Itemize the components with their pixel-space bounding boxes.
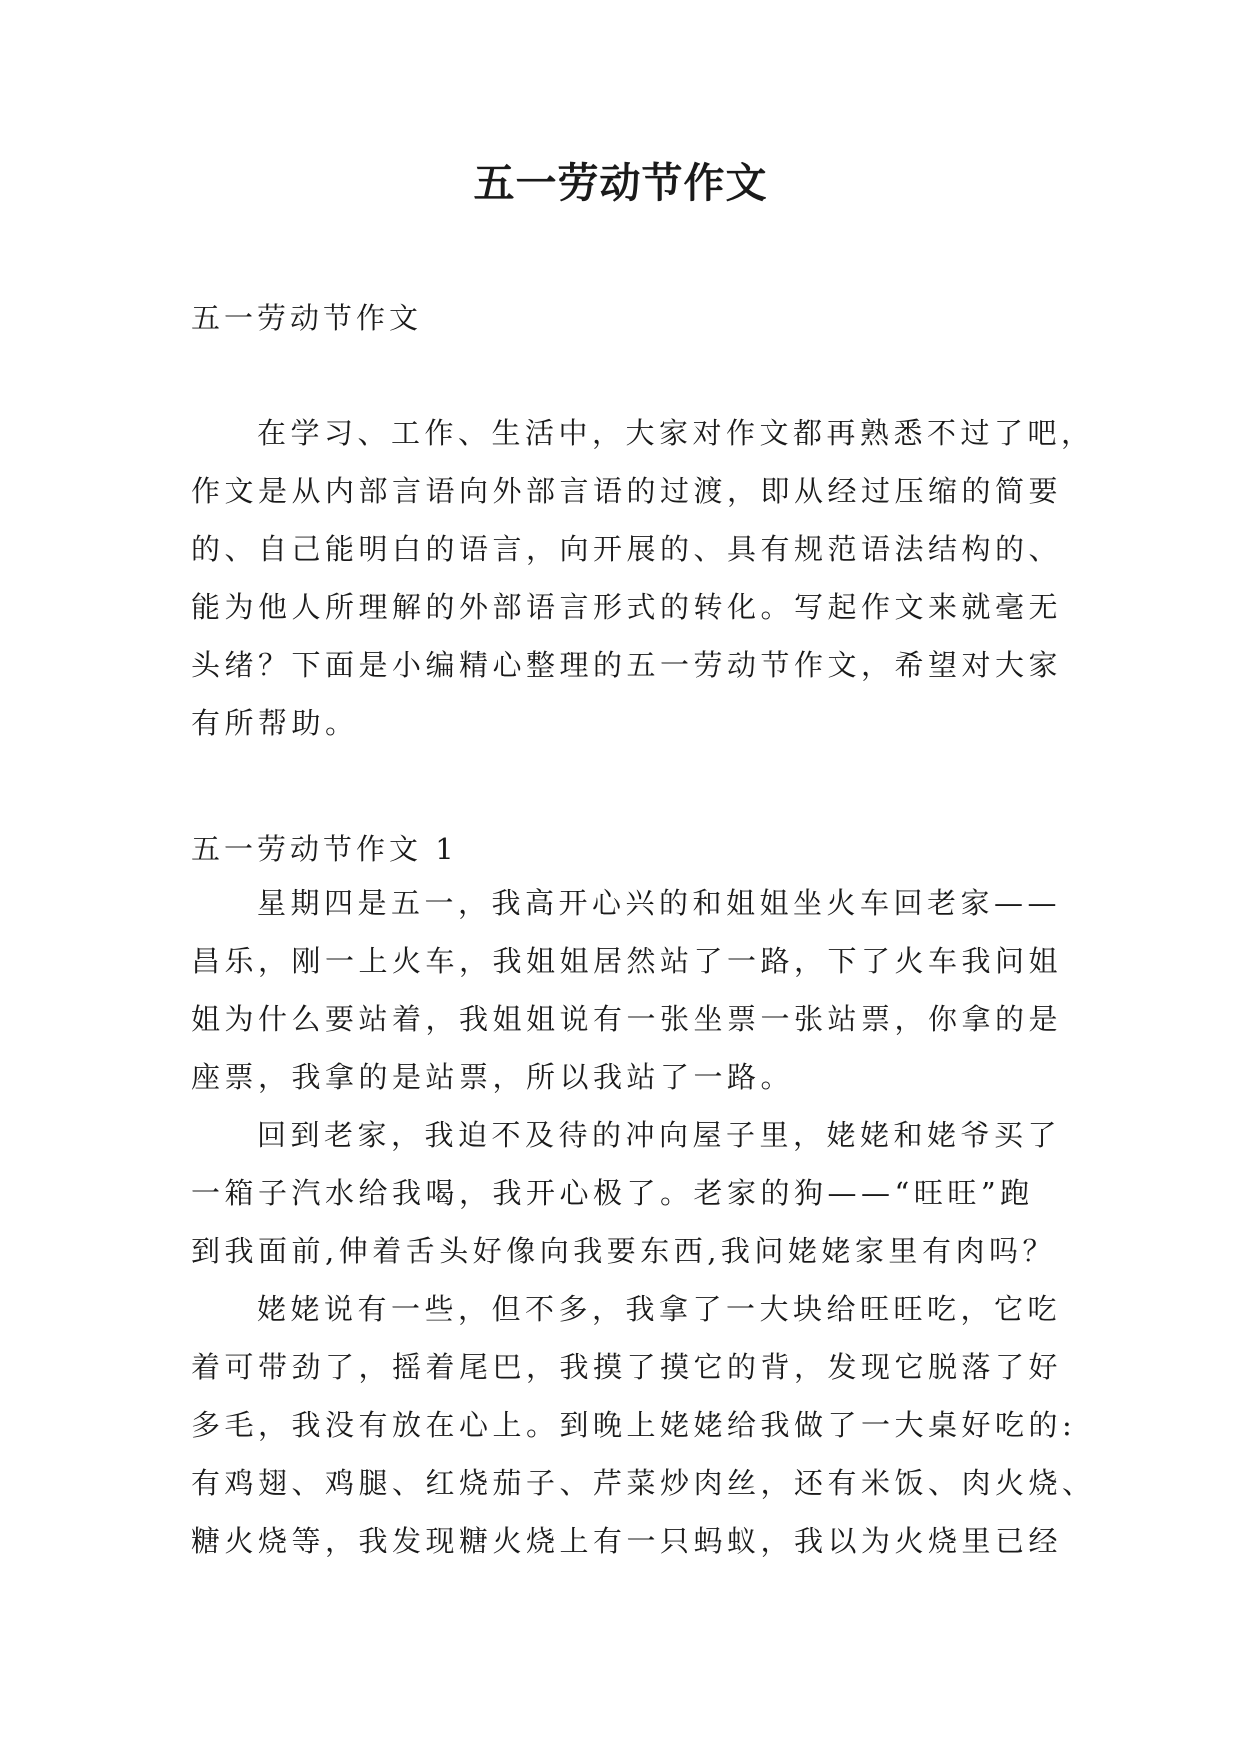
intro-line: 作文是从内部言语向外部言语的过渡，即从经过压缩的简要 xyxy=(191,474,1063,508)
intro-line: 头绪？下面是小编精心整理的五一劳动节作文，希望对大家 xyxy=(191,648,1063,682)
paragraph-line: 姐为什么要站着，我姐姐说有一张坐票一张站票，你拿的是 xyxy=(191,1002,1063,1036)
paragraph-line: 到我面前,伸着舌头好像向我要东西,我问姥姥家里有肉吗？ xyxy=(191,1234,1056,1268)
document-title: 五一劳动节作文 xyxy=(473,159,768,207)
paragraph-line: 着可带劲了，摇着尾巴，我摸了摸它的背，发现它脱落了好 xyxy=(191,1350,1063,1384)
intro-line: 的、自己能明白的语言，向开展的、具有规范语法结构的、 xyxy=(191,532,1063,566)
paragraph-line: 姥姥说有一些，但不多，我拿了一大块给旺旺吃，它吃 xyxy=(257,1292,1062,1326)
document-subtitle: 五一劳动节作文 xyxy=(191,301,423,335)
paragraph-line: 回到老家，我迫不及待的冲向屋子里，姥姥和姥爷买了 xyxy=(257,1118,1062,1152)
intro-line: 在学习、工作、生活中，大家对作文都再熟悉不过了吧， xyxy=(257,416,1095,450)
intro-line: 能为他人所理解的外部语言形式的转化。写起作文来就毫无 xyxy=(191,590,1063,624)
body-paragraph-3 xyxy=(191,1280,1096,1570)
paragraph-line: 星期四是五一，我高开心兴的和姐姐坐火车回老家—— xyxy=(257,886,1062,920)
paragraph-line: 多毛，我没有放在心上。到晚上姥姥给我做了一大桌好吃的: xyxy=(191,1408,1077,1442)
body-paragraph-1 xyxy=(191,874,1061,1106)
paragraph-line: 昌乐，刚一上火车，我姐姐居然站了一路，下了火车我问姐 xyxy=(191,944,1063,978)
paragraph-line: 一箱子汽水给我喝，我开心极了。老家的狗——“旺旺”跑 xyxy=(191,1176,1034,1210)
body-paragraph-2 xyxy=(191,1106,1061,1280)
paragraph-line: 有鸡翅、鸡腿、红烧茄子、芹菜炒肉丝，还有米饭、肉火烧、 xyxy=(191,1466,1096,1500)
intro-paragraph xyxy=(191,404,1095,752)
section-heading: 五一劳动节作文 1 xyxy=(191,832,458,866)
intro-line: 有所帮助。 xyxy=(191,706,359,740)
paragraph-line: 糖火烧等，我发现糖火烧上有一只蚂蚁，我以为火烧里已经 xyxy=(191,1524,1063,1558)
paragraph-line: 座票，我拿的是站票，所以我站了一路。 xyxy=(191,1060,795,1094)
